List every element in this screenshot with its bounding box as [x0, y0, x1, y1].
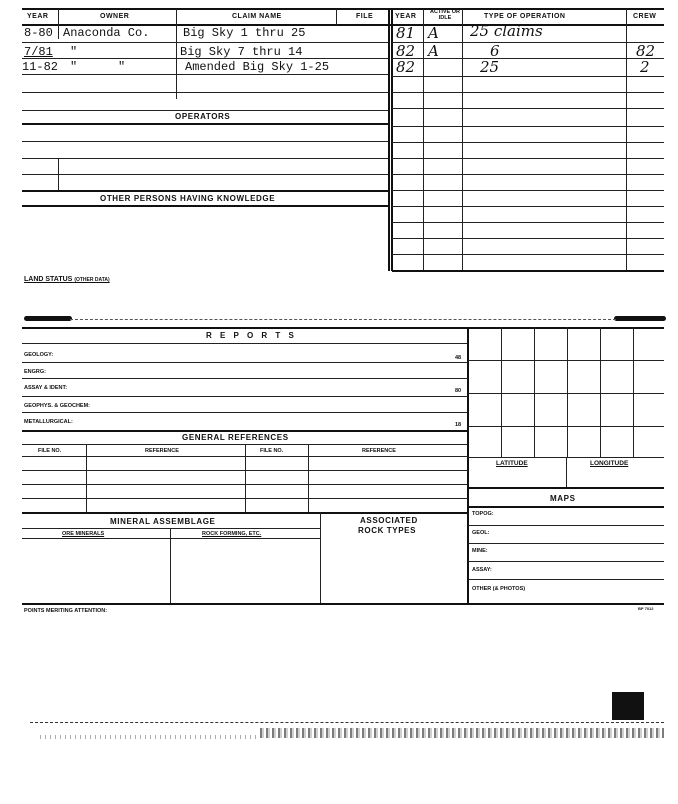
- assay-ident-label: ASSAY & IDENT:: [24, 385, 68, 391]
- engrg-label: ENGRG:: [24, 369, 46, 375]
- reference-header: REFERENCE: [362, 448, 396, 454]
- other-photos-label: OTHER (& PHOTOS): [472, 586, 526, 592]
- col-claim-header: CLAIM NAME: [232, 13, 282, 20]
- other-persons-heading: OTHER PERSONS HAVING KNOWLEDGE: [100, 194, 276, 203]
- scan-noise: [40, 735, 260, 739]
- col-crew-header: CREW: [633, 13, 657, 20]
- claim-name: Big Sky 7 thru 14: [180, 45, 303, 59]
- geol-label: GEOL:: [472, 530, 490, 536]
- col-year2-header: YEAR: [395, 13, 417, 20]
- op-crew: 82: [636, 42, 656, 60]
- file-no-header: FILE NO.: [260, 448, 284, 454]
- op-type: 25: [480, 58, 500, 76]
- op-crew: 2: [640, 58, 650, 76]
- page-number: 18: [455, 422, 462, 428]
- geophys-label: GEOPHYS. & GEOCHEM:: [24, 403, 91, 409]
- reference-header: REFERENCE: [145, 448, 179, 454]
- op-active: A: [428, 42, 439, 60]
- claim-owner: ": [118, 60, 126, 74]
- col-active-header: ACTIVE OR IDLE: [430, 9, 460, 21]
- claim-year: 11-82: [22, 60, 59, 74]
- col-type-header: TYPE OF OPERATION: [484, 13, 566, 20]
- redaction-mark: [24, 316, 72, 321]
- op-active: A: [428, 24, 439, 42]
- black-square-mark: [612, 692, 644, 720]
- ore-minerals-header: ORE MINERALS: [62, 531, 105, 537]
- land-status-label: LAND STATUS (OTHER DATA): [24, 276, 110, 283]
- topog-label: TOPOG:: [472, 511, 494, 517]
- claim-name: Amended Big Sky 1-25: [185, 60, 330, 74]
- rock-types-heading: ROCK TYPES: [358, 526, 417, 535]
- redaction-mark: [614, 316, 666, 321]
- claim-year: 7/81: [24, 45, 53, 59]
- col-file-header: FILE: [356, 13, 374, 20]
- metallurgical-label: METALLURGICAL:: [24, 419, 73, 425]
- points-meriting-attention-label: POINTS MERITING ATTENTION:: [24, 608, 108, 614]
- page-number: 48: [455, 355, 462, 361]
- scan-noise: [260, 728, 664, 738]
- claim-year: 8-80: [24, 26, 53, 40]
- claim-owner: Anaconda Co.: [63, 26, 150, 40]
- op-type: 25 claims: [470, 22, 543, 40]
- mine-label: MINE:: [472, 548, 488, 554]
- rock-forming-header: ROCK FORMING, ETC.: [202, 531, 262, 537]
- latitude-label: LATITUDE: [496, 460, 528, 467]
- op-year: 81: [396, 24, 416, 42]
- operators-heading: OPERATORS: [175, 112, 231, 121]
- file-no-header: FILE NO.: [38, 448, 62, 454]
- general-references-heading: GENERAL REFERENCES: [182, 433, 289, 442]
- op-year: 82: [396, 42, 416, 60]
- op-type: 6: [490, 42, 500, 60]
- assay-map-label: ASSAY:: [472, 567, 492, 573]
- geology-label: GEOLOGY:: [24, 352, 54, 358]
- associated-heading: ASSOCIATED: [360, 516, 418, 525]
- page-number: 80: [455, 388, 462, 394]
- maps-heading: MAPS: [550, 494, 576, 503]
- longitude-label: LONGITUDE: [590, 460, 629, 467]
- col-owner-header: OWNER: [100, 13, 130, 20]
- claim-owner: ": [70, 60, 78, 74]
- op-year: 82: [396, 58, 416, 76]
- col-year-header: YEAR: [27, 13, 49, 20]
- claim-owner: ": [70, 45, 78, 59]
- reports-heading: R E P O R T S: [206, 331, 297, 340]
- claim-name: Big Sky 1 thru 25: [183, 26, 306, 40]
- mineral-assemblage-heading: MINERAL ASSEMBLAGE: [110, 517, 216, 526]
- form-number: BP 7012: [638, 606, 654, 611]
